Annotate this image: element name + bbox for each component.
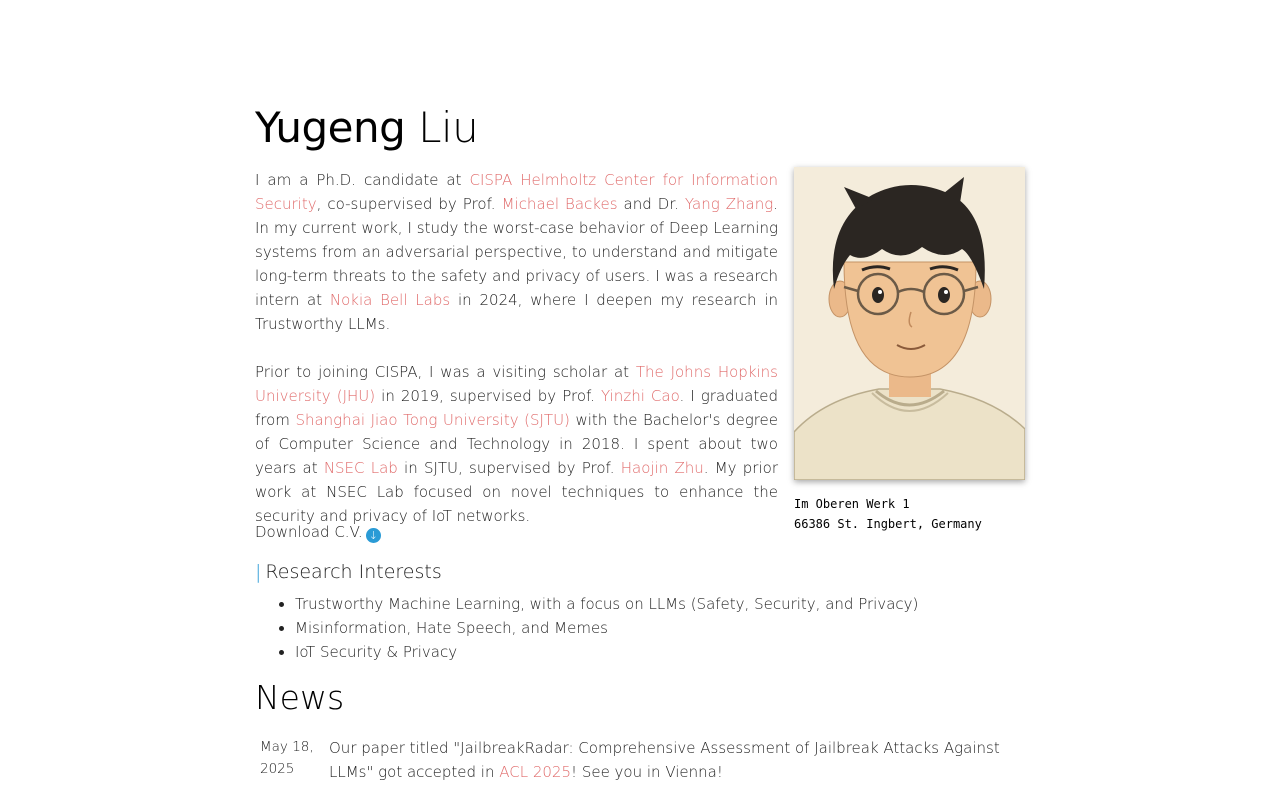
last-name: Liu xyxy=(418,103,479,152)
download-circle-icon: ↓ xyxy=(366,528,381,543)
cispa-helmholtz-center-for-information-security-link[interactable]: CISPA Helmholtz Center for Information Security xyxy=(255,171,779,213)
bio-text: in 2024, where I deepen my research in Trustworthy LLMs. xyxy=(255,291,778,333)
heading-bar-icon: | xyxy=(255,561,262,583)
bio-paragraph-1 xyxy=(255,168,778,336)
bio-text: . My prior work at NSEC Lab focused on novel techniques to enhance the security and privacy of IoT networks. xyxy=(255,459,778,525)
bio-text: and Dr. xyxy=(617,195,685,213)
haojin-zhu-link[interactable]: Haojin Zhu xyxy=(620,459,704,477)
address-line-2: 66386 St. Ingbert, Germany xyxy=(794,517,982,531)
news-text-after: ! See you in Vienna! xyxy=(571,763,723,781)
bio-text: Prior to joining CISPA, I was a visiting scholar at xyxy=(255,363,636,381)
nokia-bell-labs-link[interactable]: Nokia Bell Labs xyxy=(329,291,451,309)
list-item: • Misinformation, Hate Speech, and Memes xyxy=(295,616,918,640)
bio-text: , co-supervised by Prof. xyxy=(316,195,502,213)
page-title xyxy=(255,104,478,152)
michael-backes-link[interactable]: Michael Backes xyxy=(501,195,618,213)
research-interests-list xyxy=(255,592,918,664)
list-item: • IoT Security & Privacy xyxy=(295,640,918,664)
nsec-lab-link[interactable]: NSEC Lab xyxy=(323,459,398,477)
research-interests-title: Research Interests xyxy=(265,561,442,583)
address-line-1: Im Oberen Werk 1 xyxy=(794,497,910,511)
address xyxy=(794,494,982,534)
research-interests-heading xyxy=(255,558,442,586)
profile-photo xyxy=(794,167,1025,480)
bio-text: in SJTU, supervised by Prof. xyxy=(397,459,621,477)
bio-text: with the Bachelor's degree of Computer Science and Technology in 2018. I spent about two years at xyxy=(255,411,778,477)
yang-zhang-link[interactable]: Yang Zhang xyxy=(684,195,774,213)
shanghai-jiao-tong-university-sjtu-link[interactable]: Shanghai Jiao Tong University (SJTU) xyxy=(295,411,570,429)
yinzhi-cao-link[interactable]: Yinzhi Cao xyxy=(601,387,680,405)
bio-text: . In my current work, I study the worst-case behavior of Deep Learning systems from an adversarial perspective, to understand and mitigate long-term threats to the safety and privacy of users. I was a research intern at xyxy=(255,195,778,309)
bio-text: in 2019, supervised by Prof. xyxy=(375,387,602,405)
download-cv-link[interactable] xyxy=(255,520,381,544)
first-name: Yugeng xyxy=(255,103,406,152)
bio-text: I am a Ph.D. candidate at xyxy=(255,171,470,189)
news-heading: News xyxy=(255,678,345,717)
news-date: May 18, 2025 xyxy=(260,739,314,777)
bio xyxy=(255,168,778,552)
acl-2025-link[interactable]: ACL 2025 xyxy=(499,763,572,781)
news-text-before: Our paper titled "JailbreakRadar: Comprehensive Assessment of Jailbreak Attacks Against LLMs" got accepted in xyxy=(329,739,1000,781)
avatar-illustration xyxy=(794,167,1025,480)
bio-paragraph-2 xyxy=(255,360,778,528)
download-cv-label: Download C.V. xyxy=(255,523,363,541)
news-text xyxy=(329,736,1025,784)
bio-text: . I graduated from xyxy=(255,387,778,429)
the-johns-hopkins-university-jhu-link[interactable]: The Johns Hopkins University (JHU) xyxy=(255,363,778,405)
list-item: • Trustworthy Machine Learning, with a focus on LLMs (Safety, Security, and Privacy) xyxy=(295,592,918,616)
